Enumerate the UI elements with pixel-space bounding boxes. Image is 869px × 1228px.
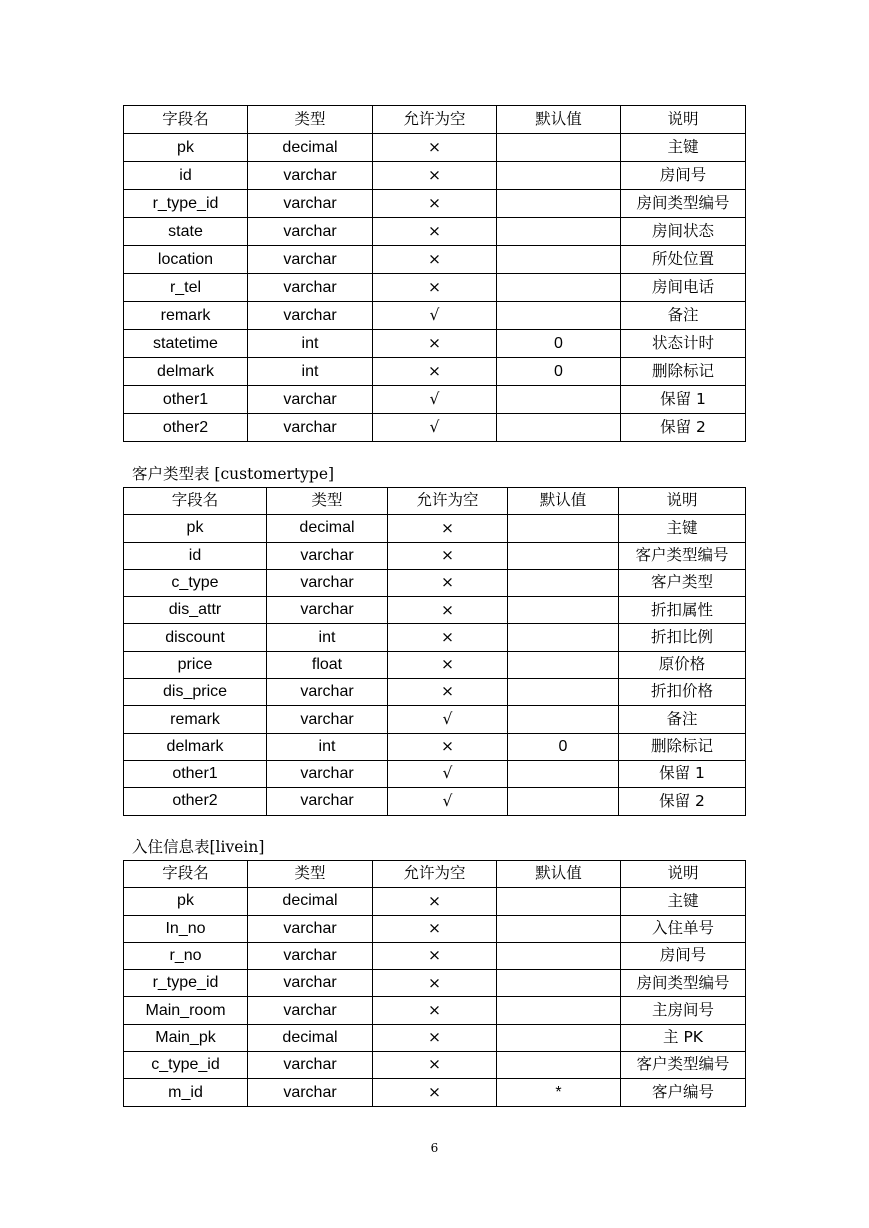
cell-description: 客户类型 (619, 569, 746, 596)
cell-description: 房间类型编号 (621, 970, 746, 997)
cell-nullable: × (373, 190, 497, 218)
cell-description: 删除标记 (621, 358, 746, 386)
cell-default (497, 302, 621, 330)
cell-default (497, 970, 621, 997)
cell-nullable: √ (388, 788, 508, 815)
cell-description: 房间状态 (621, 218, 746, 246)
cell-nullable: × (373, 330, 497, 358)
cell-field-name: discount (124, 624, 267, 651)
cell-default (497, 414, 621, 442)
table-row (124, 1079, 746, 1106)
header-cell-description: 说明 (621, 106, 746, 134)
table-row (124, 515, 746, 542)
header-cell-nullable: 允许为空 (388, 488, 508, 515)
customertype-table (123, 487, 746, 816)
cell-nullable: × (388, 569, 508, 596)
cell-default: 0 (508, 733, 619, 760)
cell-default (497, 134, 621, 162)
cell-default (508, 597, 619, 624)
header-cell-nullable: 允许为空 (373, 106, 497, 134)
table-row (124, 970, 746, 997)
cell-default: 0 (497, 358, 621, 386)
cell-type: decimal (267, 515, 388, 542)
customertype-table-caption: 客户类型表 [customertype] (132, 465, 335, 483)
cell-field-name: other1 (124, 386, 248, 414)
cell-field-name: r_no (124, 942, 248, 969)
header-cell-field-name: 字段名 (124, 106, 248, 134)
cell-type: varchar (248, 218, 373, 246)
cell-nullable: × (373, 888, 497, 915)
cell-nullable: × (373, 274, 497, 302)
cell-default (497, 246, 621, 274)
cell-field-name: Main_room (124, 997, 248, 1024)
header-row (124, 861, 746, 888)
table-row (124, 386, 746, 414)
cell-type: varchar (267, 679, 388, 706)
cell-default (497, 274, 621, 302)
livein-table-body (124, 861, 746, 1107)
cell-field-name: remark (124, 302, 248, 330)
cell-type: varchar (248, 915, 373, 942)
cell-field-name: pk (124, 888, 248, 915)
table-row (124, 942, 746, 969)
cell-default (508, 542, 619, 569)
table-row (124, 706, 746, 733)
cell-field-name: delmark (124, 733, 267, 760)
cell-type: varchar (248, 190, 373, 218)
cell-default (497, 1024, 621, 1051)
cell-description: 入住单号 (621, 915, 746, 942)
cell-nullable: × (388, 733, 508, 760)
cell-field-name: state (124, 218, 248, 246)
cell-nullable: × (373, 358, 497, 386)
cell-field-name: r_tel (124, 274, 248, 302)
cell-type: float (267, 651, 388, 678)
table-row (124, 915, 746, 942)
cell-description: 主键 (619, 515, 746, 542)
header-cell-default: 默认值 (497, 106, 621, 134)
cell-type: varchar (248, 970, 373, 997)
cell-default: 0 (497, 330, 621, 358)
table-row (124, 1052, 746, 1079)
cell-default (497, 997, 621, 1024)
cell-type: varchar (248, 162, 373, 190)
cell-default (497, 386, 621, 414)
cell-description: 客户类型编号 (621, 1052, 746, 1079)
cell-default (508, 760, 619, 787)
cell-field-name: pk (124, 515, 267, 542)
cell-type: decimal (248, 134, 373, 162)
cell-nullable: √ (388, 760, 508, 787)
cell-default (497, 942, 621, 969)
cell-nullable: × (373, 1052, 497, 1079)
table-row (124, 679, 746, 706)
cell-type: varchar (248, 246, 373, 274)
cell-nullable: × (388, 542, 508, 569)
cell-description: 折扣价格 (619, 679, 746, 706)
header-cell-field-name: 字段名 (124, 861, 248, 888)
table-row (124, 414, 746, 442)
livein-table-caption: 入住信息表[livein] (132, 838, 265, 856)
cell-description: 房间号 (621, 162, 746, 190)
header-cell-default: 默认值 (508, 488, 619, 515)
cell-description: 备注 (621, 302, 746, 330)
table-row (124, 788, 746, 815)
header-cell-field-name: 字段名 (124, 488, 267, 515)
table-row (124, 1024, 746, 1051)
page-number: 6 (430, 1141, 439, 1155)
table-row (124, 162, 746, 190)
cell-nullable: × (373, 997, 497, 1024)
cell-description: 房间类型编号 (621, 190, 746, 218)
cell-default (497, 888, 621, 915)
cell-field-name: pk (124, 134, 248, 162)
table-row (124, 888, 746, 915)
cell-description: 主房间号 (621, 997, 746, 1024)
table-row (124, 542, 746, 569)
cell-nullable: × (373, 246, 497, 274)
header-cell-type: 类型 (248, 861, 373, 888)
cell-type: varchar (267, 706, 388, 733)
livein-table (123, 860, 746, 1107)
table-row (124, 997, 746, 1024)
cell-field-name: other2 (124, 788, 267, 815)
cell-field-name: r_type_id (124, 190, 248, 218)
cell-nullable: × (373, 942, 497, 969)
cell-description: 所处位置 (621, 246, 746, 274)
customertype-table-body (124, 488, 746, 816)
cell-type: varchar (267, 760, 388, 787)
cell-type: int (248, 358, 373, 386)
cell-type: varchar (267, 542, 388, 569)
cell-type: varchar (248, 942, 373, 969)
cell-type: varchar (248, 414, 373, 442)
cell-field-name: id (124, 162, 248, 190)
cell-description: 折扣属性 (619, 597, 746, 624)
cell-type: varchar (267, 788, 388, 815)
cell-field-name: m_id (124, 1079, 248, 1106)
cell-field-name: remark (124, 706, 267, 733)
table-row (124, 597, 746, 624)
table-row (124, 190, 746, 218)
cell-description: 删除标记 (619, 733, 746, 760)
cell-description: 保留 1 (621, 386, 746, 414)
cell-nullable: × (373, 1079, 497, 1106)
cell-type: varchar (248, 1052, 373, 1079)
cell-nullable: √ (388, 706, 508, 733)
cell-description: 主键 (621, 134, 746, 162)
cell-field-name: In_no (124, 915, 248, 942)
cell-type: varchar (248, 274, 373, 302)
cell-description: 房间号 (621, 942, 746, 969)
room-table-body (124, 106, 746, 442)
cell-type: varchar (248, 302, 373, 330)
cell-nullable: √ (373, 302, 497, 330)
cell-field-name: Main_pk (124, 1024, 248, 1051)
table-row (124, 733, 746, 760)
cell-description: 主 PK (621, 1024, 746, 1051)
cell-type: varchar (267, 569, 388, 596)
table-row (124, 134, 746, 162)
cell-description: 状态计时 (621, 330, 746, 358)
cell-default (508, 679, 619, 706)
cell-description: 折扣比例 (619, 624, 746, 651)
header-cell-type: 类型 (248, 106, 373, 134)
cell-default (508, 788, 619, 815)
cell-nullable: × (373, 970, 497, 997)
cell-description: 客户类型编号 (619, 542, 746, 569)
cell-field-name: statetime (124, 330, 248, 358)
header-row (124, 106, 746, 134)
cell-default (497, 218, 621, 246)
cell-field-name: price (124, 651, 267, 678)
cell-default (508, 706, 619, 733)
cell-nullable: √ (373, 414, 497, 442)
cell-nullable: × (388, 597, 508, 624)
cell-description: 保留 1 (619, 760, 746, 787)
cell-description: 房间电话 (621, 274, 746, 302)
cell-default (508, 515, 619, 542)
cell-field-name: c_type_id (124, 1052, 248, 1079)
cell-type: decimal (248, 1024, 373, 1051)
header-cell-default: 默认值 (497, 861, 621, 888)
cell-nullable: × (388, 624, 508, 651)
cell-type: varchar (267, 597, 388, 624)
table-row (124, 246, 746, 274)
cell-nullable: × (373, 915, 497, 942)
cell-type: decimal (248, 888, 373, 915)
cell-type: varchar (248, 1079, 373, 1106)
cell-default (497, 915, 621, 942)
cell-default (508, 624, 619, 651)
cell-type: int (267, 733, 388, 760)
cell-field-name: id (124, 542, 267, 569)
table-row (124, 760, 746, 787)
cell-field-name: dis_price (124, 679, 267, 706)
room-table (123, 105, 746, 442)
header-cell-description: 说明 (621, 861, 746, 888)
cell-field-name: dis_attr (124, 597, 267, 624)
header-cell-description: 说明 (619, 488, 746, 515)
cell-type: int (248, 330, 373, 358)
cell-nullable: × (373, 1024, 497, 1051)
cell-default (508, 569, 619, 596)
cell-default (497, 162, 621, 190)
cell-nullable: × (388, 515, 508, 542)
cell-default (508, 651, 619, 678)
table-row (124, 651, 746, 678)
header-row (124, 488, 746, 515)
cell-description: 保留 2 (621, 414, 746, 442)
table-row (124, 302, 746, 330)
cell-field-name: location (124, 246, 248, 274)
cell-description: 保留 2 (619, 788, 746, 815)
table-row (124, 358, 746, 386)
cell-nullable: √ (373, 386, 497, 414)
table-row (124, 569, 746, 596)
cell-field-name: c_type (124, 569, 267, 596)
table-row (124, 218, 746, 246)
cell-description: 主键 (621, 888, 746, 915)
cell-description: 客户编号 (621, 1079, 746, 1106)
cell-default: * (497, 1079, 621, 1106)
cell-default (497, 190, 621, 218)
cell-type: int (267, 624, 388, 651)
cell-field-name: other2 (124, 414, 248, 442)
cell-field-name: other1 (124, 760, 267, 787)
cell-nullable: × (373, 162, 497, 190)
table-row (124, 624, 746, 651)
cell-nullable: × (373, 218, 497, 246)
cell-default (497, 1052, 621, 1079)
cell-type: varchar (248, 386, 373, 414)
cell-nullable: × (373, 134, 497, 162)
cell-nullable: × (388, 679, 508, 706)
header-cell-nullable: 允许为空 (373, 861, 497, 888)
cell-description: 备注 (619, 706, 746, 733)
cell-field-name: r_type_id (124, 970, 248, 997)
cell-nullable: × (388, 651, 508, 678)
cell-type: varchar (248, 997, 373, 1024)
cell-description: 原价格 (619, 651, 746, 678)
table-row (124, 330, 746, 358)
cell-field-name: delmark (124, 358, 248, 386)
header-cell-type: 类型 (267, 488, 388, 515)
table-row (124, 274, 746, 302)
